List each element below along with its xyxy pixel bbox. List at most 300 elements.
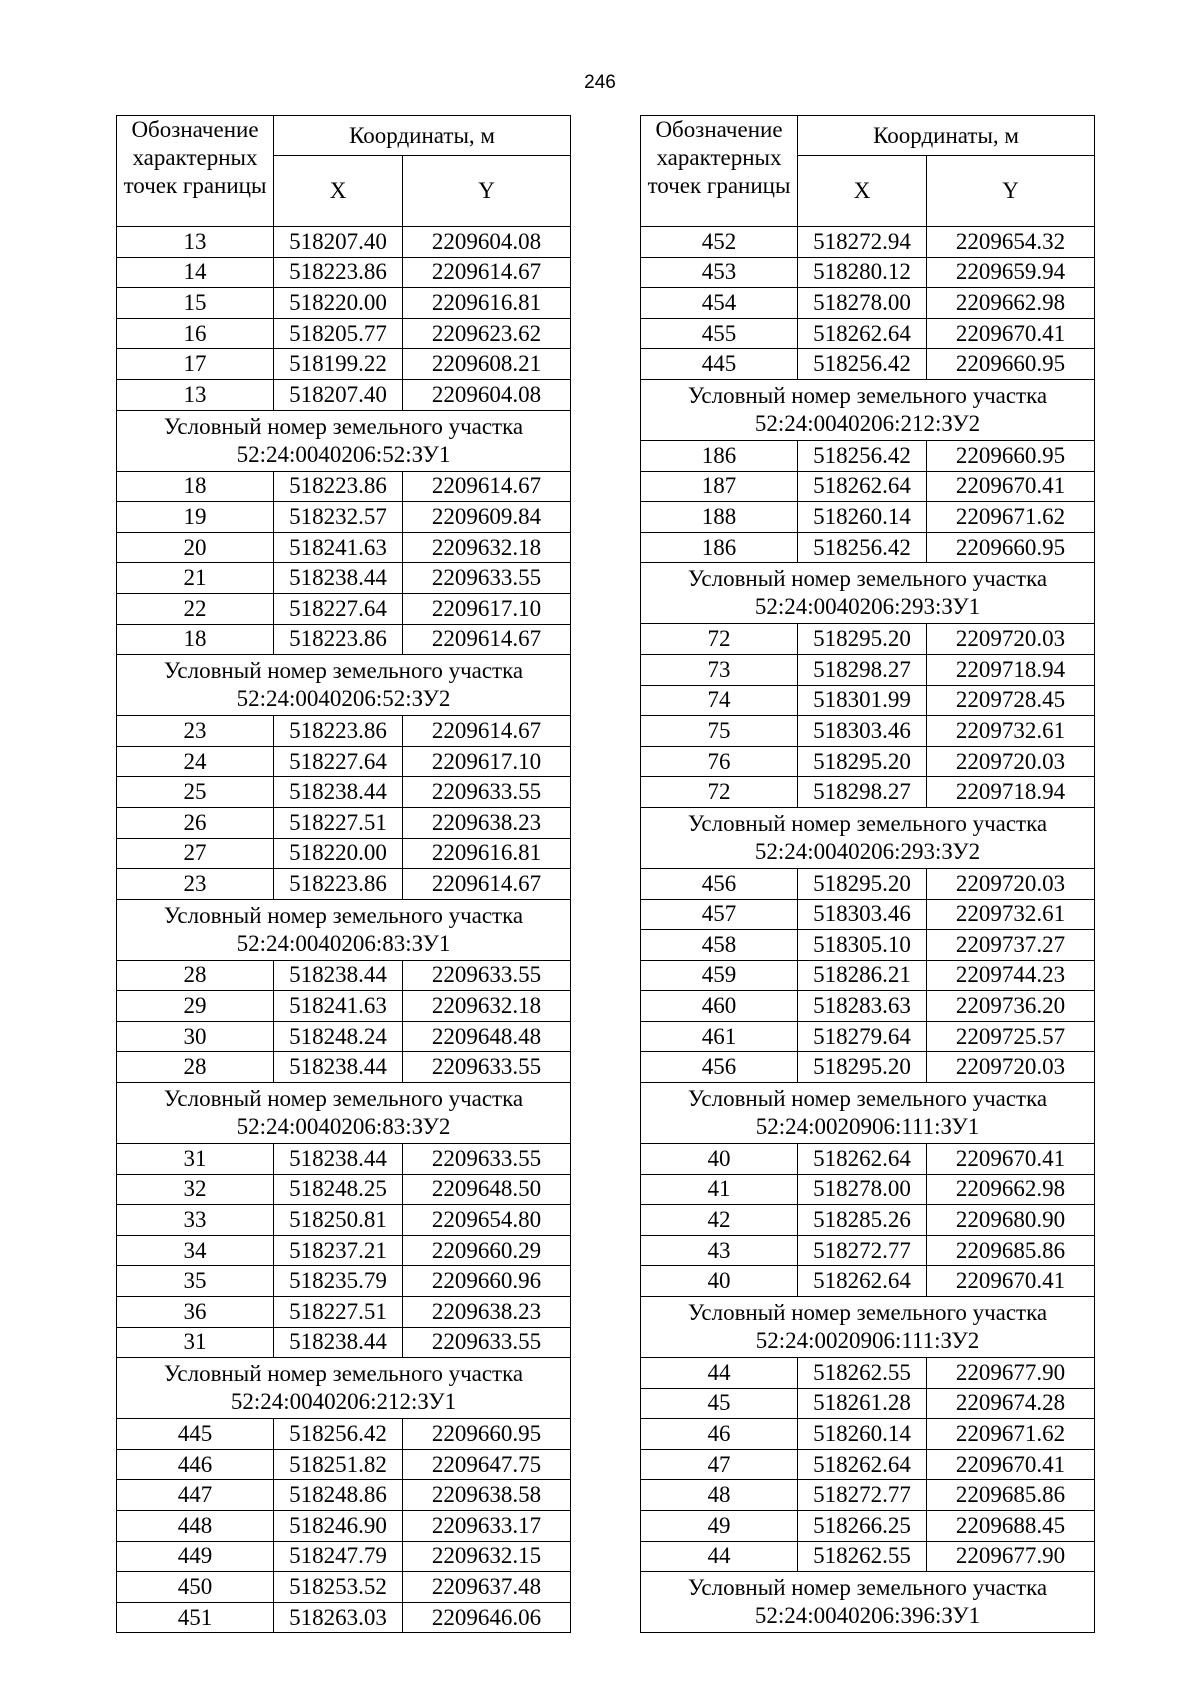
parcel-number: 52:24:0040206:52:ЗУ2 xyxy=(236,686,451,712)
y-coordinate-cell: 2209633.55 xyxy=(403,1144,571,1175)
point-id-cell: 445 xyxy=(117,1419,274,1450)
page-number: 246 xyxy=(584,72,616,93)
y-coordinate-cell: 2209718.94 xyxy=(927,654,1095,685)
x-coordinate-cell: 518227.51 xyxy=(274,1297,403,1328)
y-coordinate-cell: 2209671.62 xyxy=(927,502,1095,533)
point-id-cell: 445 xyxy=(641,349,798,380)
table-row xyxy=(641,318,1095,349)
y-coordinate-cell: 2209685.86 xyxy=(927,1480,1095,1511)
y-coordinate-cell: 2209637.48 xyxy=(403,1572,571,1603)
point-id-cell: 459 xyxy=(641,960,798,991)
parcel-label: Условный номер земельного участка xyxy=(687,566,1048,592)
header-y: Y xyxy=(927,156,1095,227)
x-coordinate-cell: 518223.86 xyxy=(274,624,403,655)
y-coordinate-cell: 2209614.67 xyxy=(403,624,571,655)
x-coordinate-cell: 518301.99 xyxy=(798,685,927,716)
x-coordinate-cell: 518220.00 xyxy=(274,288,403,319)
point-id-cell: 19 xyxy=(117,502,274,533)
parcel-number: 52:24:0040206:396:ЗУ1 xyxy=(754,1603,981,1629)
x-coordinate-cell: 518256.42 xyxy=(798,532,927,563)
table-row xyxy=(641,1541,1095,1572)
table-row xyxy=(117,1541,571,1572)
y-coordinate-cell: 2209732.61 xyxy=(927,716,1095,747)
y-coordinate-cell: 2209633.17 xyxy=(403,1511,571,1542)
point-id-cell: 456 xyxy=(641,1052,798,1083)
header-designation: Обозначение характерных точек границы xyxy=(641,116,798,227)
table-row xyxy=(117,532,571,563)
point-id-cell: 15 xyxy=(117,288,274,319)
y-coordinate-cell: 2209720.03 xyxy=(927,868,1095,899)
header-designation: Обозначение характерных точек границы xyxy=(117,116,274,227)
point-id-cell: 76 xyxy=(641,746,798,777)
table-row xyxy=(117,1021,571,1052)
table-row xyxy=(641,991,1095,1022)
table-row xyxy=(117,1297,571,1328)
table-row xyxy=(641,1419,1095,1450)
point-id-cell: 454 xyxy=(641,288,798,319)
y-coordinate-cell: 2209633.55 xyxy=(403,1052,571,1083)
y-coordinate-cell: 2209614.67 xyxy=(403,257,571,288)
point-id-cell: 21 xyxy=(117,563,274,594)
table-row xyxy=(641,777,1095,808)
point-id-cell: 452 xyxy=(641,227,798,258)
x-coordinate-cell: 518205.77 xyxy=(274,318,403,349)
y-coordinate-cell: 2209660.95 xyxy=(927,532,1095,563)
table-row xyxy=(117,1205,571,1236)
x-coordinate-cell: 518251.82 xyxy=(274,1449,403,1480)
point-id-cell: 23 xyxy=(117,869,274,900)
y-coordinate-cell: 2209670.41 xyxy=(927,318,1095,349)
table-row xyxy=(117,991,571,1022)
table-row xyxy=(641,227,1095,258)
parcel-section-cell xyxy=(641,379,1095,440)
y-coordinate-cell: 2209648.48 xyxy=(403,1021,571,1052)
header-y: Y xyxy=(403,156,571,227)
point-id-cell: 46 xyxy=(641,1419,798,1450)
y-coordinate-cell: 2209720.03 xyxy=(927,624,1095,655)
x-coordinate-cell: 518295.20 xyxy=(798,868,927,899)
parcel-label: Условный номер земельного участка xyxy=(687,1086,1048,1112)
point-id-cell: 34 xyxy=(117,1235,274,1266)
y-coordinate-cell: 2209718.94 xyxy=(927,777,1095,808)
point-id-cell: 44 xyxy=(641,1358,798,1389)
parcel-section-row xyxy=(117,655,571,716)
x-coordinate-cell: 518272.77 xyxy=(798,1235,927,1266)
x-coordinate-cell: 518295.20 xyxy=(798,1052,927,1083)
x-coordinate-cell: 518232.57 xyxy=(274,502,403,533)
y-coordinate-cell: 2209662.98 xyxy=(927,1174,1095,1205)
y-coordinate-cell: 2209728.45 xyxy=(927,685,1095,716)
table-row xyxy=(641,349,1095,380)
x-coordinate-cell: 518260.14 xyxy=(798,502,927,533)
point-id-cell: 27 xyxy=(117,838,274,869)
header-coordinates: Координаты, м xyxy=(274,116,571,156)
table-row xyxy=(641,1480,1095,1511)
table-row xyxy=(641,1174,1095,1205)
parcel-section-row xyxy=(641,563,1095,624)
x-coordinate-cell: 518272.94 xyxy=(798,227,927,258)
point-id-cell: 29 xyxy=(117,991,274,1022)
table-row xyxy=(117,379,571,410)
y-coordinate-cell: 2209660.95 xyxy=(927,349,1095,380)
table-row xyxy=(641,1511,1095,1542)
parcel-section-cell xyxy=(117,1083,571,1144)
y-coordinate-cell: 2209660.96 xyxy=(403,1266,571,1297)
point-id-cell: 449 xyxy=(117,1541,274,1572)
table-row xyxy=(641,868,1095,899)
point-id-cell: 450 xyxy=(117,1572,274,1603)
y-coordinate-cell: 2209670.41 xyxy=(927,471,1095,502)
x-coordinate-cell: 518246.90 xyxy=(274,1511,403,1542)
point-id-cell: 26 xyxy=(117,807,274,838)
table-row xyxy=(117,471,571,502)
coordinates-table-right xyxy=(640,115,1095,1633)
y-coordinate-cell: 2209633.55 xyxy=(403,1327,571,1358)
y-coordinate-cell: 2209648.50 xyxy=(403,1174,571,1205)
x-coordinate-cell: 518220.00 xyxy=(274,838,403,869)
table-row xyxy=(117,1052,571,1083)
table-row xyxy=(117,1266,571,1297)
table-row xyxy=(117,869,571,900)
y-coordinate-cell: 2209638.23 xyxy=(403,807,571,838)
parcel-section-cell xyxy=(117,655,571,716)
x-coordinate-cell: 518298.27 xyxy=(798,654,927,685)
x-coordinate-cell: 518248.24 xyxy=(274,1021,403,1052)
parcel-label: Условный номер земельного участка xyxy=(687,382,1048,408)
parcel-number: 52:24:0020906:111:ЗУ1 xyxy=(755,1114,980,1140)
y-coordinate-cell: 2209614.67 xyxy=(403,716,571,747)
y-coordinate-cell: 2209685.86 xyxy=(927,1235,1095,1266)
table-row xyxy=(117,838,571,869)
x-coordinate-cell: 518262.55 xyxy=(798,1541,927,1572)
parcel-number: 52:24:0040206:83:ЗУ2 xyxy=(236,1114,451,1140)
parcel-section-cell xyxy=(117,1358,571,1419)
table-row xyxy=(117,777,571,808)
table-row xyxy=(117,257,571,288)
parcel-number: 52:24:0040206:52:ЗУ1 xyxy=(236,441,451,467)
parcel-section-cell xyxy=(641,1297,1095,1358)
y-coordinate-cell: 2209744.23 xyxy=(927,960,1095,991)
x-coordinate-cell: 518238.44 xyxy=(274,1052,403,1083)
table-row xyxy=(117,563,571,594)
y-coordinate-cell: 2209616.81 xyxy=(403,838,571,869)
point-id-cell: 32 xyxy=(117,1174,274,1205)
point-id-cell: 74 xyxy=(641,685,798,716)
table-row xyxy=(117,288,571,319)
table-row xyxy=(641,1449,1095,1480)
table-row xyxy=(117,716,571,747)
table-row xyxy=(641,899,1095,930)
point-id-cell: 448 xyxy=(117,1511,274,1542)
x-coordinate-cell: 518262.55 xyxy=(798,1358,927,1389)
point-id-cell: 35 xyxy=(117,1266,274,1297)
parcel-section-cell xyxy=(117,410,571,471)
x-coordinate-cell: 518278.00 xyxy=(798,1174,927,1205)
y-coordinate-cell: 2209646.06 xyxy=(403,1602,571,1633)
y-coordinate-cell: 2209617.10 xyxy=(403,746,571,777)
point-id-cell: 43 xyxy=(641,1235,798,1266)
y-coordinate-cell: 2209616.81 xyxy=(403,288,571,319)
table-row xyxy=(117,502,571,533)
parcel-section-row xyxy=(641,1083,1095,1144)
x-coordinate-cell: 518283.63 xyxy=(798,991,927,1022)
y-coordinate-cell: 2209720.03 xyxy=(927,746,1095,777)
point-id-cell: 16 xyxy=(117,318,274,349)
parcel-label: Условный номер земельного участка xyxy=(687,1575,1048,1601)
x-coordinate-cell: 518227.51 xyxy=(274,807,403,838)
parcel-section-cell xyxy=(641,1572,1095,1633)
y-coordinate-cell: 2209660.95 xyxy=(927,440,1095,471)
point-id-cell: 28 xyxy=(117,960,274,991)
point-id-cell: 28 xyxy=(117,1052,274,1083)
x-coordinate-cell: 518223.86 xyxy=(274,471,403,502)
point-id-cell: 460 xyxy=(641,991,798,1022)
x-coordinate-cell: 518266.25 xyxy=(798,1511,927,1542)
point-id-cell: 13 xyxy=(117,379,274,410)
table-row xyxy=(641,532,1095,563)
point-id-cell: 186 xyxy=(641,440,798,471)
point-id-cell: 453 xyxy=(641,257,798,288)
table-row xyxy=(641,1266,1095,1297)
table-row xyxy=(641,1235,1095,1266)
x-coordinate-cell: 518298.27 xyxy=(798,777,927,808)
parcel-number: 52:24:0040206:293:ЗУ1 xyxy=(754,594,981,620)
y-coordinate-cell: 2209660.95 xyxy=(403,1419,571,1450)
y-coordinate-cell: 2209732.61 xyxy=(927,899,1095,930)
x-coordinate-cell: 518248.86 xyxy=(274,1480,403,1511)
y-coordinate-cell: 2209604.08 xyxy=(403,227,571,258)
x-coordinate-cell: 518238.44 xyxy=(274,777,403,808)
table-row xyxy=(641,1205,1095,1236)
x-coordinate-cell: 518223.86 xyxy=(274,869,403,900)
table-row xyxy=(117,1327,571,1358)
y-coordinate-cell: 2209632.18 xyxy=(403,532,571,563)
point-id-cell: 40 xyxy=(641,1266,798,1297)
point-id-cell: 446 xyxy=(117,1449,274,1480)
table-row xyxy=(117,1449,571,1480)
table-row xyxy=(641,654,1095,685)
point-id-cell: 75 xyxy=(641,716,798,747)
table-row xyxy=(117,1144,571,1175)
y-coordinate-cell: 2209632.18 xyxy=(403,991,571,1022)
point-id-cell: 41 xyxy=(641,1174,798,1205)
point-id-cell: 455 xyxy=(641,318,798,349)
point-id-cell: 13 xyxy=(117,227,274,258)
x-coordinate-cell: 518280.12 xyxy=(798,257,927,288)
y-coordinate-cell: 2209688.45 xyxy=(927,1511,1095,1542)
x-coordinate-cell: 518303.46 xyxy=(798,716,927,747)
point-id-cell: 72 xyxy=(641,777,798,808)
x-coordinate-cell: 518303.46 xyxy=(798,899,927,930)
parcel-section-cell xyxy=(641,807,1095,868)
y-coordinate-cell: 2209604.08 xyxy=(403,379,571,410)
parcel-number: 52:24:0020906:111:ЗУ2 xyxy=(755,1328,980,1354)
x-coordinate-cell: 518227.64 xyxy=(274,593,403,624)
point-id-cell: 49 xyxy=(641,1511,798,1542)
parcel-section-row xyxy=(641,1572,1095,1633)
x-coordinate-cell: 518223.86 xyxy=(274,716,403,747)
point-id-cell: 20 xyxy=(117,532,274,563)
table-row xyxy=(641,502,1095,533)
x-coordinate-cell: 518305.10 xyxy=(798,930,927,961)
x-coordinate-cell: 518295.20 xyxy=(798,746,927,777)
y-coordinate-cell: 2209659.94 xyxy=(927,257,1095,288)
x-coordinate-cell: 518238.44 xyxy=(274,960,403,991)
point-id-cell: 72 xyxy=(641,624,798,655)
point-id-cell: 44 xyxy=(641,1541,798,1572)
table-row xyxy=(641,716,1095,747)
table-row xyxy=(641,1021,1095,1052)
table-row xyxy=(117,746,571,777)
x-coordinate-cell: 518256.42 xyxy=(798,440,927,471)
table-row xyxy=(117,1511,571,1542)
x-coordinate-cell: 518262.64 xyxy=(798,1266,927,1297)
table-row xyxy=(641,746,1095,777)
parcel-label: Условный номер земельного участка xyxy=(687,1300,1048,1326)
parcel-section-row xyxy=(117,1358,571,1419)
point-id-cell: 25 xyxy=(117,777,274,808)
point-id-cell: 31 xyxy=(117,1327,274,1358)
y-coordinate-cell: 2209608.21 xyxy=(403,349,571,380)
table-row xyxy=(117,1480,571,1511)
x-coordinate-cell: 518250.81 xyxy=(274,1205,403,1236)
parcel-number: 52:24:0040206:212:ЗУ1 xyxy=(230,1389,457,1415)
coordinates-table-left xyxy=(116,115,571,1633)
point-id-cell: 456 xyxy=(641,868,798,899)
parcel-label: Условный номер земельного участка xyxy=(687,810,1048,836)
point-id-cell: 24 xyxy=(117,746,274,777)
table-row xyxy=(117,593,571,624)
y-coordinate-cell: 2209632.15 xyxy=(403,1541,571,1572)
x-coordinate-cell: 518295.20 xyxy=(798,624,927,655)
y-coordinate-cell: 2209623.62 xyxy=(403,318,571,349)
point-id-cell: 47 xyxy=(641,1449,798,1480)
x-coordinate-cell: 518260.14 xyxy=(798,1419,927,1450)
parcel-label: Условный номер земельного участка xyxy=(163,413,524,439)
y-coordinate-cell: 2209654.80 xyxy=(403,1205,571,1236)
y-coordinate-cell: 2209660.29 xyxy=(403,1235,571,1266)
table-row xyxy=(641,1388,1095,1419)
point-id-cell: 45 xyxy=(641,1388,798,1419)
point-id-cell: 31 xyxy=(117,1144,274,1175)
x-coordinate-cell: 518261.28 xyxy=(798,1388,927,1419)
point-id-cell: 447 xyxy=(117,1480,274,1511)
parcel-section-row xyxy=(641,807,1095,868)
parcel-section-cell xyxy=(641,1083,1095,1144)
table-row xyxy=(117,227,571,258)
point-id-cell: 22 xyxy=(117,593,274,624)
table-row xyxy=(641,288,1095,319)
x-coordinate-cell: 518238.44 xyxy=(274,563,403,594)
y-coordinate-cell: 2209670.41 xyxy=(927,1449,1095,1480)
x-coordinate-cell: 518262.64 xyxy=(798,1144,927,1175)
x-coordinate-cell: 518238.44 xyxy=(274,1327,403,1358)
y-coordinate-cell: 2209617.10 xyxy=(403,593,571,624)
y-coordinate-cell: 2209720.03 xyxy=(927,1052,1095,1083)
point-id-cell: 23 xyxy=(117,716,274,747)
point-id-cell: 40 xyxy=(641,1144,798,1175)
x-coordinate-cell: 518235.79 xyxy=(274,1266,403,1297)
x-coordinate-cell: 518256.42 xyxy=(274,1419,403,1450)
x-coordinate-cell: 518237.21 xyxy=(274,1235,403,1266)
table-row xyxy=(117,1235,571,1266)
parcel-number: 52:24:0040206:293:ЗУ2 xyxy=(754,838,981,864)
y-coordinate-cell: 2209654.32 xyxy=(927,227,1095,258)
header-coordinates: Координаты, м xyxy=(798,116,1095,156)
y-coordinate-cell: 2209633.55 xyxy=(403,960,571,991)
x-coordinate-cell: 518286.21 xyxy=(798,960,927,991)
x-coordinate-cell: 518253.52 xyxy=(274,1572,403,1603)
parcel-number: 52:24:0040206:83:ЗУ1 xyxy=(236,930,451,956)
y-coordinate-cell: 2209638.58 xyxy=(403,1480,571,1511)
parcel-label: Условный номер земельного участка xyxy=(163,1361,524,1387)
y-coordinate-cell: 2209670.41 xyxy=(927,1144,1095,1175)
y-coordinate-cell: 2209647.75 xyxy=(403,1449,571,1480)
parcel-label: Условный номер земельного участка xyxy=(163,902,524,928)
point-id-cell: 458 xyxy=(641,930,798,961)
y-coordinate-cell: 2209633.55 xyxy=(403,777,571,808)
y-coordinate-cell: 2209633.55 xyxy=(403,563,571,594)
x-coordinate-cell: 518199.22 xyxy=(274,349,403,380)
point-id-cell: 36 xyxy=(117,1297,274,1328)
y-coordinate-cell: 2209680.90 xyxy=(927,1205,1095,1236)
x-coordinate-cell: 518207.40 xyxy=(274,227,403,258)
table-row xyxy=(117,1419,571,1450)
y-coordinate-cell: 2209638.23 xyxy=(403,1297,571,1328)
x-coordinate-cell: 518256.42 xyxy=(798,349,927,380)
parcel-number: 52:24:0040206:212:ЗУ2 xyxy=(754,410,981,436)
table-row xyxy=(641,1052,1095,1083)
point-id-cell: 186 xyxy=(641,532,798,563)
x-coordinate-cell: 518247.79 xyxy=(274,1541,403,1572)
point-id-cell: 17 xyxy=(117,349,274,380)
point-id-cell: 30 xyxy=(117,1021,274,1052)
table-row xyxy=(117,318,571,349)
point-id-cell: 18 xyxy=(117,471,274,502)
y-coordinate-cell: 2209677.90 xyxy=(927,1541,1095,1572)
x-coordinate-cell: 518227.64 xyxy=(274,746,403,777)
y-coordinate-cell: 2209670.41 xyxy=(927,1266,1095,1297)
parcel-section-row xyxy=(117,410,571,471)
parcel-section-row xyxy=(117,1083,571,1144)
x-coordinate-cell: 518279.64 xyxy=(798,1021,927,1052)
table-row xyxy=(641,624,1095,655)
point-id-cell: 188 xyxy=(641,502,798,533)
y-coordinate-cell: 2209614.67 xyxy=(403,869,571,900)
y-coordinate-cell: 2209674.28 xyxy=(927,1388,1095,1419)
table-row xyxy=(117,349,571,380)
table-row xyxy=(641,471,1095,502)
point-id-cell: 457 xyxy=(641,899,798,930)
point-id-cell: 14 xyxy=(117,257,274,288)
x-coordinate-cell: 518263.03 xyxy=(274,1602,403,1633)
table-row xyxy=(641,1358,1095,1389)
point-id-cell: 42 xyxy=(641,1205,798,1236)
table-row xyxy=(117,960,571,991)
parcel-section-cell xyxy=(117,899,571,960)
table-row xyxy=(117,1174,571,1205)
table-row xyxy=(641,960,1095,991)
y-coordinate-cell: 2209614.67 xyxy=(403,471,571,502)
point-id-cell: 451 xyxy=(117,1602,274,1633)
table-row xyxy=(641,930,1095,961)
parcel-section-row xyxy=(641,379,1095,440)
x-coordinate-cell: 518207.40 xyxy=(274,379,403,410)
table-row xyxy=(641,1144,1095,1175)
x-coordinate-cell: 518241.63 xyxy=(274,991,403,1022)
point-id-cell: 48 xyxy=(641,1480,798,1511)
parcel-label: Условный номер земельного участка xyxy=(163,1086,524,1112)
